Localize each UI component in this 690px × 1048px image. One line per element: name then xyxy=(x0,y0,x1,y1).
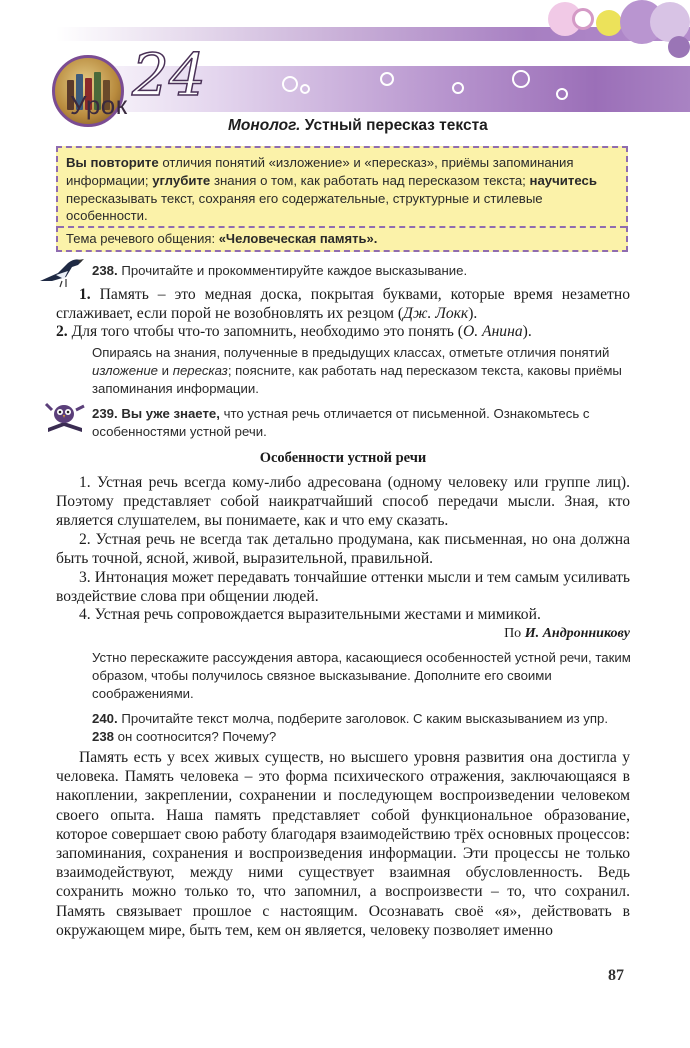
ex239-bold: Вы уже знаете, xyxy=(117,406,220,421)
quote-2-text: Для того чтобы что-то запомнить, необходимо это понять ( xyxy=(67,323,463,340)
ex238-subtask xyxy=(92,344,630,398)
goals-text xyxy=(66,154,621,225)
ex240-task-a: Прочитайте текст молча, подберите заголовок. С каким высказыванием из упр. xyxy=(117,711,609,726)
decor-bubble xyxy=(282,76,298,92)
sub-a: Опираясь на знания, полученные в предыдущих классах, отметьте отличия понятий xyxy=(92,345,610,360)
goal-3-bold: научитесь xyxy=(529,172,597,188)
ex239-source xyxy=(300,626,630,642)
goal-2-bold: углубите xyxy=(152,172,211,188)
page-title xyxy=(228,117,488,135)
ex238-task-text: Прочитайте и прокомментируйте каждое высказывание. xyxy=(117,263,468,278)
ex238-task xyxy=(92,262,467,280)
ex239-task-text: что устная речь отличается от письменной. Ознакомьтесь с особенностями устной речи. xyxy=(92,406,590,439)
topic-label: Тема речевого общения: xyxy=(66,231,219,246)
ex240-number: 240. xyxy=(92,711,118,726)
decor-bubble xyxy=(300,84,310,94)
magpie-bird-icon xyxy=(38,255,86,289)
lesson-number: 24 xyxy=(132,41,206,109)
quote-2-end: ). xyxy=(522,323,532,340)
goals-divider xyxy=(58,226,626,228)
ex239-item-1: 1. Устная речь всегда кому-либо адресована (одному человеку или группе лиц). Поэтому представляет собой наикратчайший способ передачи мысли. Зная, кто является слушателем, вы понимаете, как и что ему сказать. xyxy=(56,474,630,530)
quote-2-author: О. Анина xyxy=(462,323,523,340)
quote-1-end: ). xyxy=(468,305,478,323)
ex239-item-4: 4. Устная речь сопровождается выразительными жестами и мимикой. xyxy=(79,606,541,623)
title-italic: Монолог. xyxy=(228,117,301,134)
header-top-bar xyxy=(56,27,690,41)
goal-1-bold: Вы повторите xyxy=(66,155,159,170)
topic-value: «Человеческая память». xyxy=(218,231,378,246)
goal-1: отличия понятий «изложение» и «пересказ», приёмы запоминания информации; xyxy=(66,155,574,188)
ex240-ref: 238 xyxy=(92,729,115,744)
lesson-label: Урок xyxy=(70,90,128,120)
quote-2-num: 2. xyxy=(56,323,68,340)
owl-book-icon xyxy=(44,400,86,434)
decor-bubble xyxy=(668,36,690,58)
source-prefix: По xyxy=(504,626,525,641)
ex239-item-3: 3. Интонация может передавать тончайшие оттенки мысли и тем самым усиливать воздействие слова при общении людей. xyxy=(56,569,630,606)
decor-bubble xyxy=(512,70,530,88)
ex238-quote-1 xyxy=(56,285,630,323)
ex238-quote-2 xyxy=(56,322,630,341)
ex240-task xyxy=(92,710,632,746)
quote-1-author: Дж. Локк xyxy=(403,305,469,323)
ex239-subtask: Устно перескажите рассуждения автора, касающиеся особенностей устной речи, таким образом, чтобы получилось связное высказывание. Дополните его своими соображениями. xyxy=(92,650,631,701)
decor-bubble xyxy=(572,8,594,30)
quote-1-num: 1. xyxy=(79,286,91,303)
sub-b: и xyxy=(158,363,173,378)
source-author: И. Андронникову xyxy=(524,626,630,641)
sub-term-2: пересказ xyxy=(172,363,228,378)
quote-1-text: Память – это медная доска, покрытая буквами, которые время незаметно сглаживает, если порой не возобновлять их резцом ( xyxy=(56,286,630,323)
sub-c: ; поясните, как работать над пересказом текста, каковы приёмы запоминания информации. xyxy=(92,363,622,396)
ex239-heading: Особенности устной речи xyxy=(259,450,427,466)
page-number: 87 xyxy=(608,967,624,984)
ex239-number: 239. xyxy=(92,406,118,421)
ex240-task-b: он соотносится? Почему? xyxy=(114,729,277,744)
topic-line xyxy=(66,231,377,246)
ex239-item-2: 2. Устная речь не всегда так детально продумана, как письменная, но она должна быть точной, ясной, живой, выразительной, правильной. xyxy=(56,531,630,568)
decor-bubble xyxy=(556,88,568,100)
goal-3: пересказывать текст, сохраняя его содержательные, структурные и стилевые особенности. xyxy=(66,190,543,224)
ex239-task xyxy=(92,405,632,441)
decor-bubble xyxy=(452,82,464,94)
goals-box xyxy=(56,146,628,252)
decor-bubble xyxy=(596,10,622,36)
sub-term-1: изложение xyxy=(92,363,158,378)
goal-2: знания о том, как работать над пересказом текста; xyxy=(210,172,530,188)
decor-bubble xyxy=(650,2,690,42)
title-rest: Устный пересказ текста xyxy=(300,117,488,134)
ex238-number: 238. xyxy=(92,263,118,278)
ex240-text: Память есть у всех живых существ, но высшего уровня развития она достигла у человека. Память человека – это форма психического отражения, заключающаяся в накоплении, закреплении, сохранении и последующем воспроизведении человеком своего опыта. Наша память представляет собой функциональное образование, которое совершает свою работу благодаря взаимодействию трёх основных процессов: запоминания, сохранения и воспроизведения информации. Эти процессы не только взаимодействуют, между ними существует взаимная обусловленность. Ведь сохранить можно только то, что запомнил, а воспроизвести – то, что сохранил. Память связывает прошлое с настоящим. Осознавать своё «я», действовать в окружающем мире, быть тем, кем он является, человеку позволяет именно xyxy=(56,749,630,939)
decor-bubble xyxy=(380,72,394,86)
